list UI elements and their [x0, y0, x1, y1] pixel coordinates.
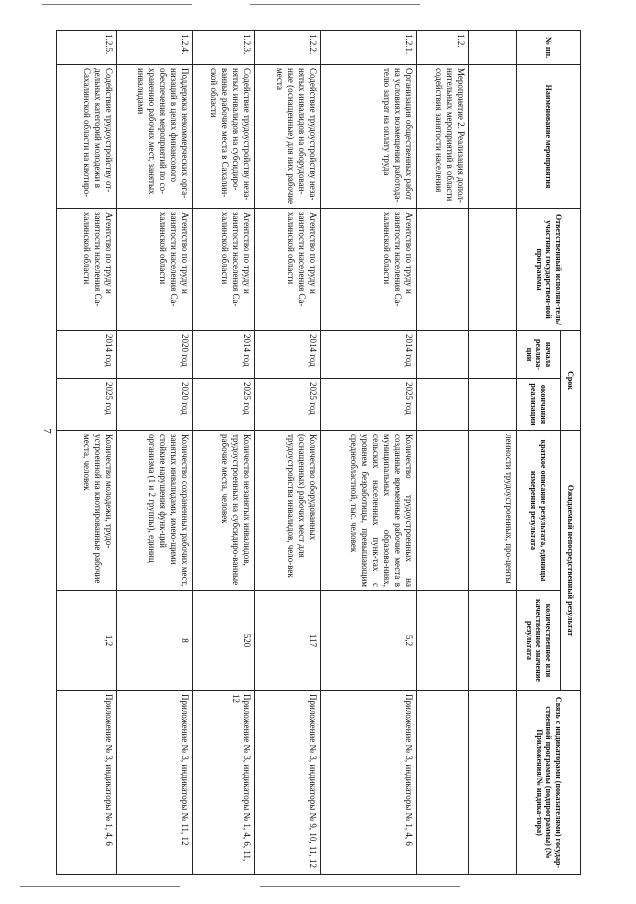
- row-desc: Количество сохраненных рабочих мест, занятых инвалидами, имею-щими стойкие нарушения функ-ций организма (1 и 2 группы), единиц: [117, 431, 193, 591]
- row-start: 2014 год: [193, 331, 255, 379]
- row-value: [417, 591, 469, 691]
- row-value: 117: [255, 591, 321, 691]
- row-link: Приложение № 3, индикаторы № 9, 10, 11, 12: [255, 691, 321, 875]
- row-end: 2025 год: [255, 379, 321, 431]
- header-result: Ожидаемый непосредственный результат: [561, 431, 581, 691]
- header-num: № пп.: [517, 31, 581, 65]
- row-link: Приложение № 3, индикаторы № 11, 12: [117, 691, 193, 875]
- measures-table: [56, 30, 581, 875]
- row-link: [417, 691, 469, 875]
- row-link: Приложение № 3, индикаторы № 1, 4, 6, 11, 12: [193, 691, 255, 875]
- row-end: [417, 379, 469, 431]
- scan-artifact-line: [20, 886, 180, 887]
- row-end: 2025 год: [57, 379, 117, 431]
- table-row: [469, 31, 517, 875]
- row-value: 1,2: [57, 591, 117, 691]
- row-name: Содействие трудоустройству от-дельных категорий молодежи в Сахалинской области на квотиро-: [57, 65, 117, 209]
- row-num: 1.2.3.: [193, 31, 255, 65]
- header-name: Наименование мероприятия: [517, 65, 581, 209]
- row-executor: Агентство по труду и занятости населения Са-халинской области: [57, 209, 117, 331]
- table-row: [193, 31, 255, 875]
- scan-artifact-line: [42, 4, 192, 5]
- row-num: 1.2.5.: [57, 31, 117, 65]
- row-start: 2014 год: [57, 331, 117, 379]
- rotated-page-content: [82, 30, 581, 874]
- row-num: 1.2.2.: [255, 31, 321, 65]
- row-value: 5,2: [321, 591, 417, 691]
- row-start: 2014 год: [255, 331, 321, 379]
- header-term: Срок: [561, 331, 581, 431]
- row-end: 2025 год: [193, 379, 255, 431]
- row-start: 2014 год: [321, 331, 417, 379]
- row-end: 2025 год: [321, 379, 417, 431]
- row-executor: Агентство по труду и занятости населения Са-халинской области: [117, 209, 193, 331]
- header-end: окончания реализации: [517, 379, 561, 431]
- page-number: 7: [40, 428, 53, 434]
- row-link: Приложение № 3, индикаторы № 1, 4, 6: [57, 691, 117, 875]
- table-row: [117, 31, 193, 875]
- row-value: 8: [117, 591, 193, 691]
- row-executor: Агентство по труду и занятости населения Са-халинской области: [193, 209, 255, 331]
- row-desc: Количество оборудованных (оснащенных) рабочих мест для трудоустройства инвалидов, чело-век: [255, 431, 321, 591]
- header-result-value: количественное или качественное значение результата: [517, 591, 561, 691]
- header-start: начала реализа-ции: [517, 331, 561, 379]
- table-row: [321, 31, 417, 875]
- row-name: Поддержка некоммерческих орга-низаций в целях финансового обеспечения мероприятий по со-хранению рабочих мест, занятых инвалидами: [117, 65, 193, 209]
- header-link: Связь с индикаторами (показателями) государ-ственной программы (подпрограммы) (№ Приложения/№ индика-тора): [517, 691, 581, 875]
- row-num: 1.2.: [417, 31, 469, 65]
- row-start: 2020 год: [117, 331, 193, 379]
- row-link: Приложение № 3, индикаторы № 1, 4, 6: [321, 691, 417, 875]
- carryover-desc: ленности трудоустроенных, про-центы: [469, 431, 517, 591]
- row-executor: Агентство по труду и занятости населения Са-халинской области: [321, 209, 417, 331]
- row-desc: Количество незанятых инвалидов, трудоустроенных на субсидиро-ванные рабочие места, человек: [193, 431, 255, 591]
- row-value: 520: [193, 591, 255, 691]
- table-row: [57, 31, 117, 875]
- row-start: [417, 331, 469, 379]
- header-row: [561, 31, 581, 875]
- row-name: Содействие трудоустройству неза-нятых инвалидов на субсидиро-ванные рабочие места в Сахалин-ской области: [193, 65, 255, 209]
- row-end: 2020 год: [117, 379, 193, 431]
- row-desc: [417, 431, 469, 591]
- scan-artifact-line: [250, 4, 420, 5]
- table-row: [417, 31, 469, 875]
- row-num: 1.2.1.: [321, 31, 417, 65]
- row-desc: Количество молодежи, трудо-устроенной на квотированные рабочие места, человек: [57, 431, 117, 591]
- row-desc: Количество трудоустроенных на созданные временные рабочие места в муниципальных образова-ниях, сельских населенных пунк-тах с уровнем безработицы, превышающим среднеобластной, тыс. человек: [321, 431, 417, 591]
- table-row: [255, 31, 321, 875]
- row-num: 1.2.4.: [117, 31, 193, 65]
- row-name: Содействие трудоустройству неза-нятых инвалидов на оборудован-ные (оснащенные) для них рабочие места: [255, 65, 321, 209]
- header-result-desc: краткое описание результата, единицы измерения результата: [517, 431, 561, 591]
- header-executor: Ответственный исполни-тель/участник государствен-ной программы: [517, 209, 581, 331]
- row-executor: [417, 209, 469, 331]
- row-name: Организация общественных работ на условиях возмещения работода-телю затрат на оплату труда: [321, 65, 417, 209]
- row-name: Мероприятие 2. Реализация допол-нительных мероприятий в области содействия занятости населения: [417, 65, 469, 209]
- scan-artifact-line: [260, 886, 460, 887]
- row-executor: Агентство по труду и занятости населения Са-халинской области: [255, 209, 321, 331]
